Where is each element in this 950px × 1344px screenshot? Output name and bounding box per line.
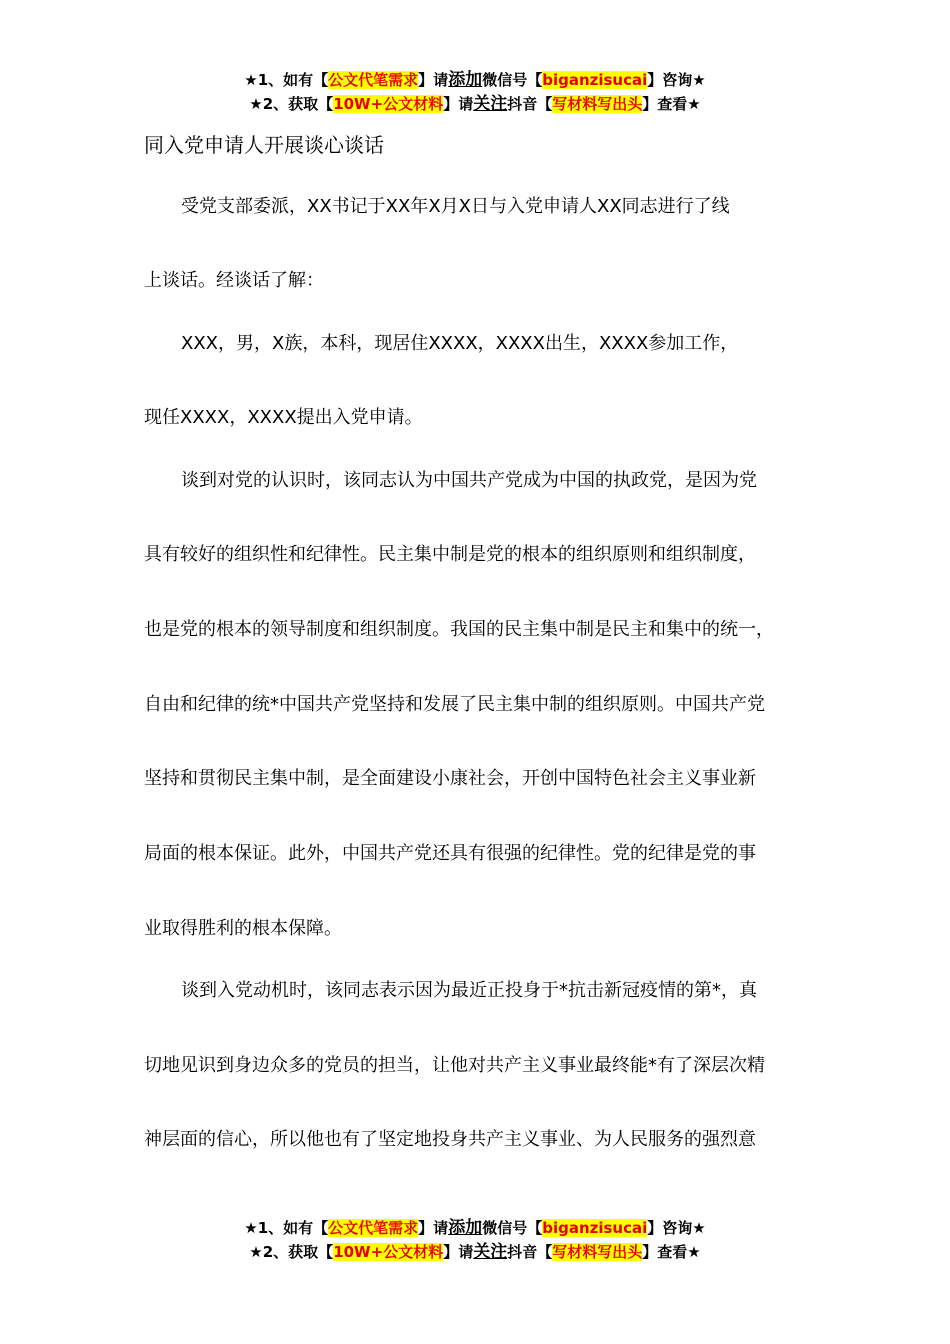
document-title: 同入党申请人开展谈心谈话 [144, 133, 384, 157]
banner-text: ★2、获取【 [249, 95, 334, 113]
banner-text: 】查看★ [642, 1243, 701, 1261]
text-line: 也是党的根本的领导制度和组织制度。我国的民主集中制是民主和集中的统一， [144, 619, 774, 640]
banner-text: 】请 [418, 1219, 449, 1237]
banner-text: 】请 [443, 1243, 474, 1261]
banner-text: 微信号【 [482, 1219, 543, 1237]
text-line: XXX，男，X族，本科，现居住XXXX，XXXX出生，XXXX参加工作， [181, 333, 739, 354]
banner-text: 微信号【 [482, 71, 543, 89]
highlight-text: 写材料写出头 [552, 1243, 643, 1261]
banner-text: 】请 [418, 71, 449, 89]
banner-line-1 [0, 1216, 950, 1240]
highlight-text: biganzisucai [542, 71, 648, 89]
underline-text: 关注 [473, 94, 508, 114]
underline-text: 关注 [473, 1242, 508, 1262]
banner-text: 】咨询★ [647, 1219, 706, 1237]
text-line: 业取得胜利的根本保障。 [144, 918, 342, 939]
banner-text: 】咨询★ [647, 71, 706, 89]
text-line: 谈到对党的认识时，该同志认为中国共产党成为中国的执政党，是因为党 [181, 470, 757, 491]
text-line: 现任XXXX，XXXX提出入党申请。 [144, 407, 423, 428]
text-line: 神层面的信心，所以他也有了坚定地投身共产主义事业、为人民服务的强烈意 [144, 1129, 756, 1150]
footer-banner [0, 1216, 950, 1264]
banner-text: ★1、如有【 [244, 71, 329, 89]
highlight-text: biganzisucai [542, 1219, 648, 1237]
text-line: 谈到入党动机时，该同志表示因为最近正投身于*抗击新冠疫情的第*，真 [181, 980, 757, 1001]
text-line: 切地见识到身边众多的党员的担当，让他对共产主义事业最终能*有了深层次精 [144, 1055, 765, 1076]
underline-text: 添加 [448, 70, 483, 90]
banner-line-2 [0, 92, 950, 116]
highlight-text: 10W+公文材料 [333, 95, 444, 113]
text-line: 坚持和贯彻民主集中制，是全面建设小康社会，开创中国特色社会主义事业新 [144, 768, 756, 789]
header-banner [0, 68, 950, 116]
banner-line-1 [0, 68, 950, 92]
text-line: 具有较好的组织性和纪律性。民主集中制是党的根本的组织原则和组织制度， [144, 544, 756, 565]
highlight-text: 写材料写出头 [552, 95, 643, 113]
text-line: 受党支部委派，XX书记于XX年X月X日与入党申请人XX同志进行了线 [181, 196, 730, 217]
highlight-text: 公文代笔需求 [328, 1219, 419, 1237]
banner-text: ★1、如有【 [244, 1219, 329, 1237]
highlight-text: 公文代笔需求 [328, 71, 419, 89]
underline-text: 添加 [448, 1218, 483, 1238]
banner-text: 抖音【 [507, 95, 553, 113]
text-line: 局面的根本保证。此外，中国共产党还具有很强的纪律性。党的纪律是党的事 [144, 843, 756, 864]
banner-text: 】查看★ [642, 95, 701, 113]
banner-line-2 [0, 1240, 950, 1264]
text-line: 自由和纪律的统*中国共产党坚持和发展了民主集中制的组织原则。中国共产党 [144, 694, 765, 715]
banner-text: 】请 [443, 95, 474, 113]
highlight-text: 10W+公文材料 [333, 1243, 444, 1261]
text-line: 上谈话。经谈话了解： [144, 270, 324, 291]
banner-text: ★2、获取【 [249, 1243, 334, 1261]
banner-text: 抖音【 [507, 1243, 553, 1261]
